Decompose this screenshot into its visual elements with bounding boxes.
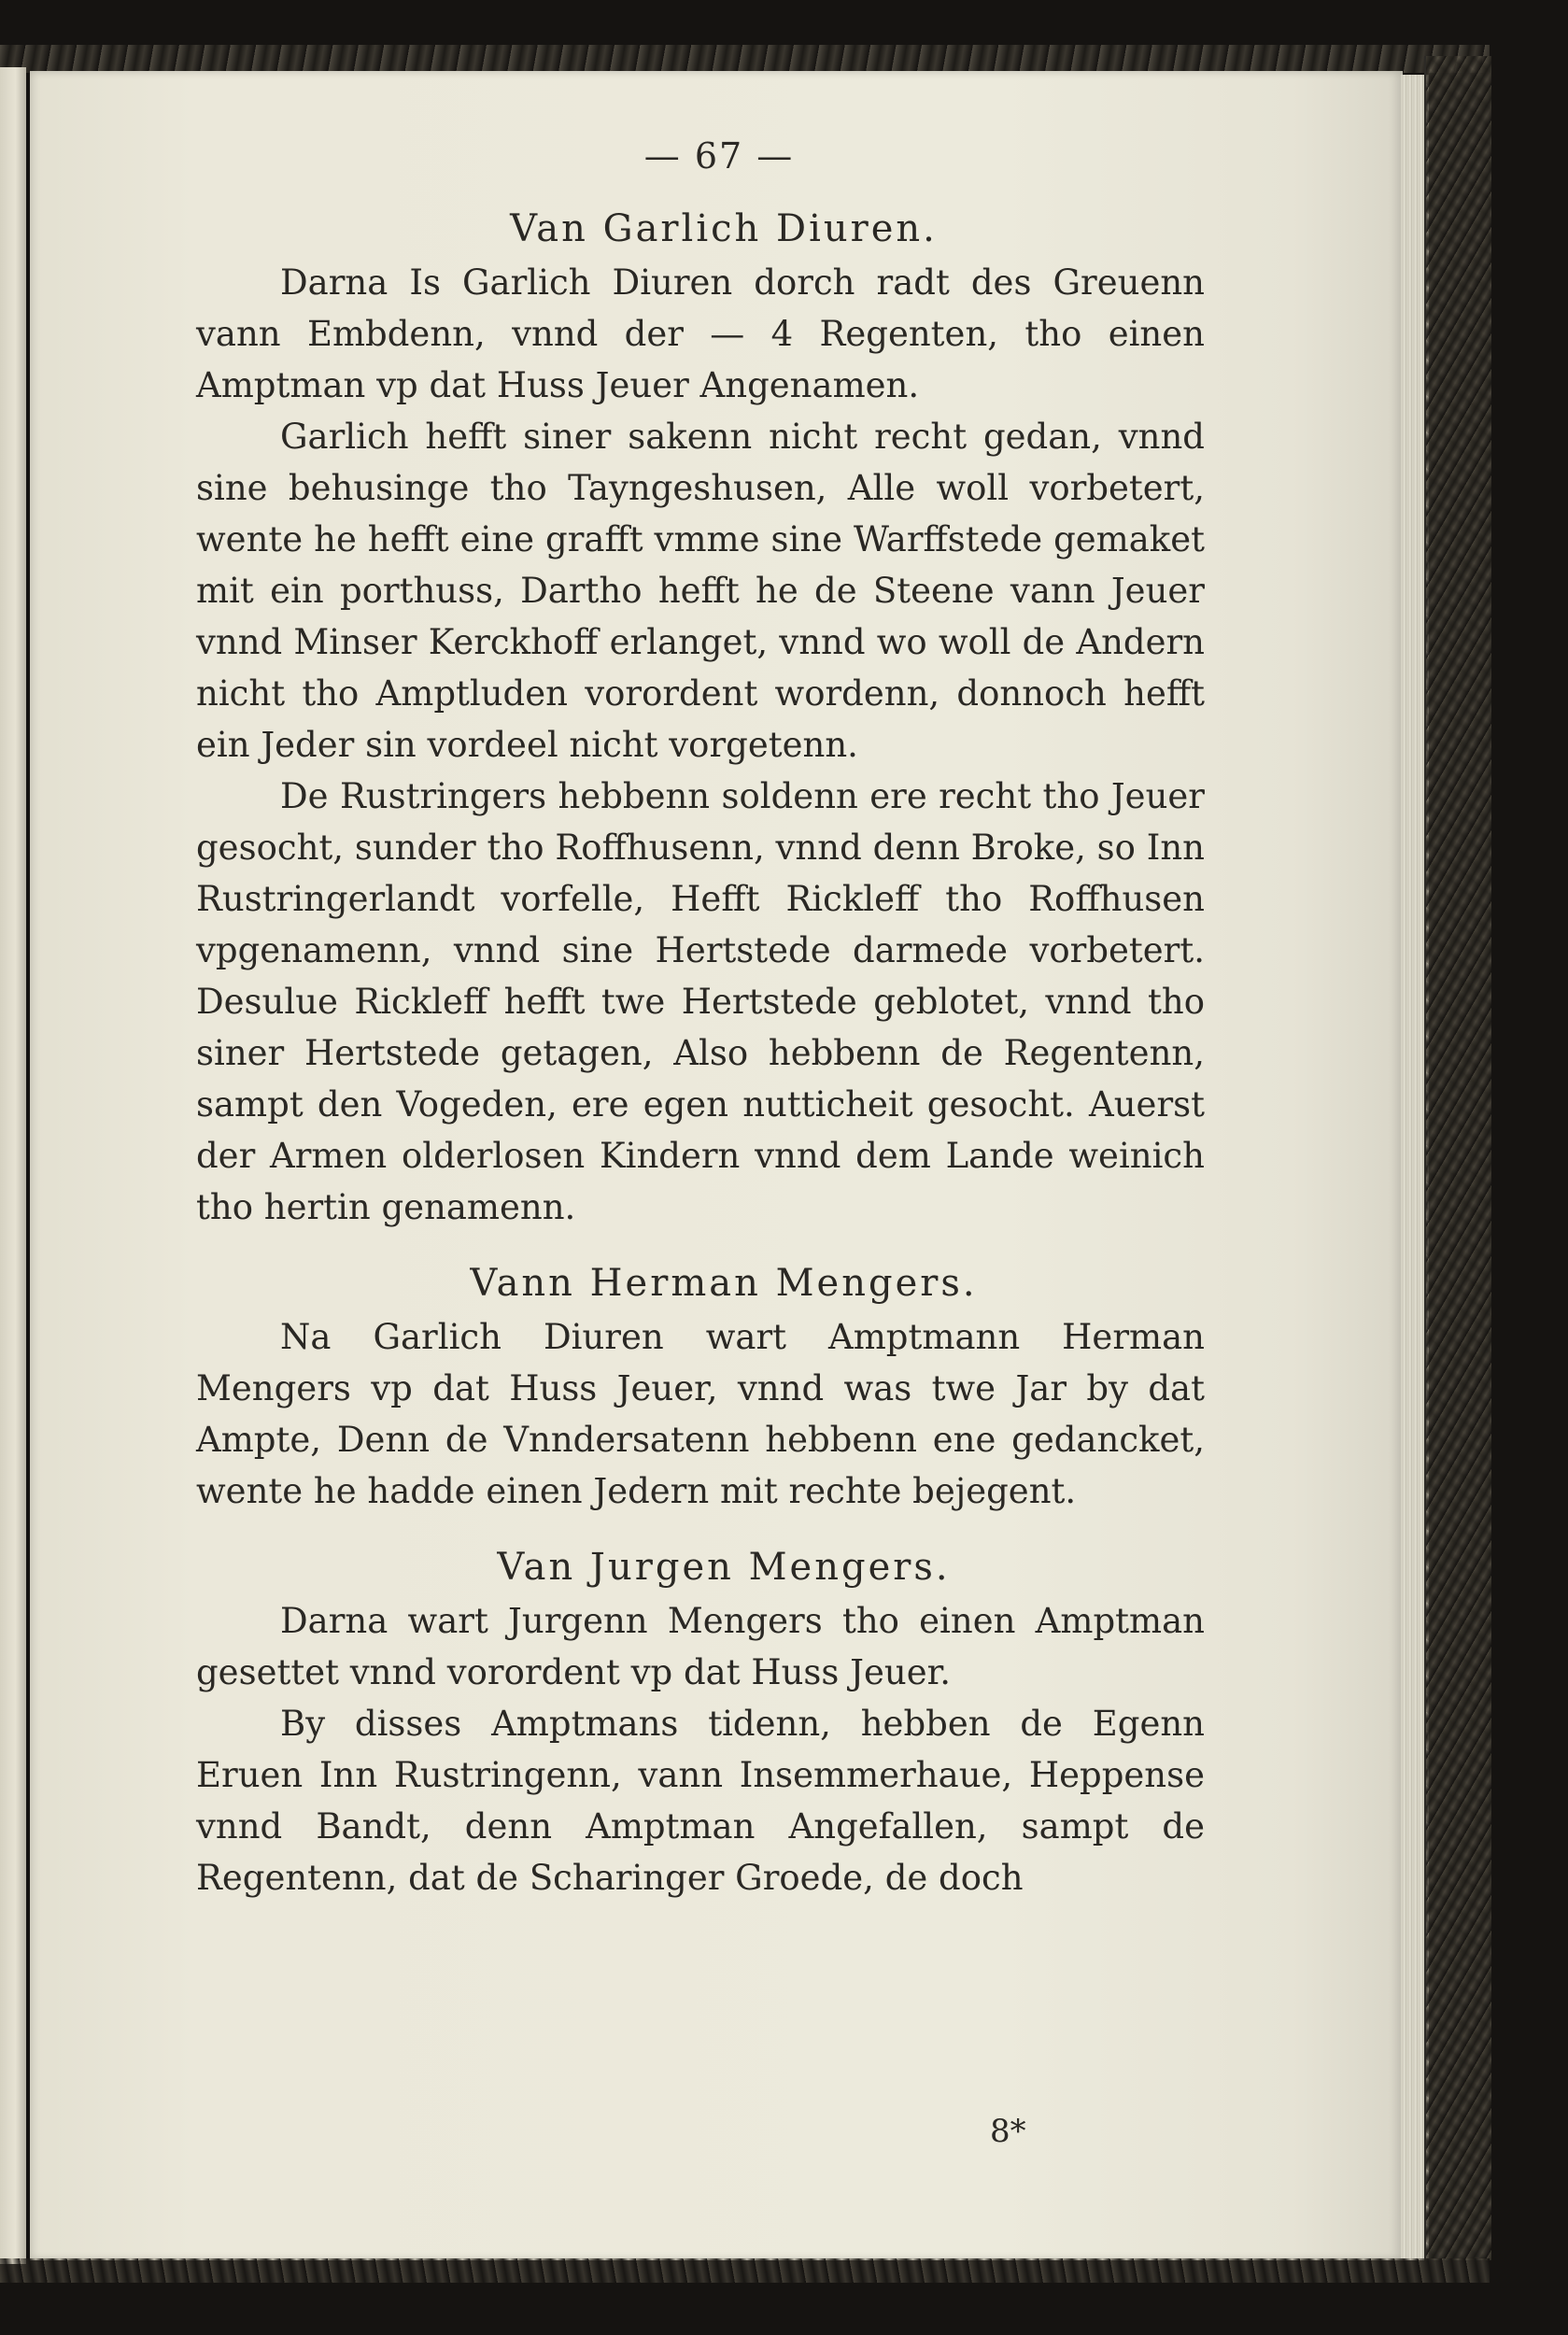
facing-page-edge xyxy=(0,67,26,2264)
section-garlich-diuren xyxy=(196,201,1205,1233)
marbled-cover-right xyxy=(1424,56,1491,2260)
section-heading: Vann Herman Mengers. xyxy=(470,1262,978,1305)
marbled-cover-bottom xyxy=(0,2258,1490,2283)
section-jurgen-mengers xyxy=(196,1539,1205,1903)
page-number: — 67 — xyxy=(643,135,795,177)
paragraph: Garlich hefft siner sakenn nicht recht gedan, vnnd sine behusinge tho Tayngeshusen, Alle woll vorbetert, wente he hefft eine grafft vmme sine Warffstede gemaket mit ein porthuss, Dartho hefft he de Steene vann Jeuer vnnd Minser Kerckhoff erlanget, vnnd wo woll de Andern nicht tho Amptluden vorordent wordenn, donnoch hefft ein Jeder sin vordeel nicht vorgetenn. xyxy=(196,417,1205,765)
section-heading: Van Jurgen Mengers. xyxy=(497,1546,951,1589)
page-text xyxy=(196,131,1205,1903)
signature-mark: 8* xyxy=(990,2113,1026,2150)
paragraph: De Rustringers hebbenn soldenn ere recht tho Jeuer gesocht, sunder tho Roffhusenn, vnnd denn Broke, so Inn Rustringerlandt vorfelle, Hefft Rickleff tho Roffhusen vpgenamenn, vnnd sine Hertstede darmede vorbetert. Desulue Rickleff hefft twe Hertstede geblotet, vnnd tho siner Hertstede getagen, Also hebbenn de Regentenn, sampt den Vogeden, ere egen nutticheit gesocht. Auerst der Armen olderlosen Kindern vnnd dem Lande weinich tho hertin genamenn. xyxy=(196,776,1205,1227)
paragraph: By disses Amptmans tidenn, hebben de Egenn Eruen Inn Rustringenn, vann Insemmerhaue, Heppense vnnd Bandt, denn Amptman Angefallen, sampt de Regentenn, dat de Scharinger Groede, de doch xyxy=(196,1704,1205,1898)
paragraph: Na Garlich Diuren wart Amptmann Herman Mengers vp dat Huss Jeuer, vnnd was twe Jar by dat Ampte, Denn de Vnndersatenn hebbenn ene gedancket, wente he hadde einen Jedern mit rechte bejegent. xyxy=(196,1317,1205,1511)
section-heading: Van Garlich Diuren. xyxy=(510,207,938,250)
marbled-cover-top xyxy=(0,45,1490,73)
paragraph: Darna wart Jurgenn Mengers tho einen Amptman gesettet vnnd vorordent vp dat Huss Jeuer. xyxy=(196,1601,1205,1692)
paragraph: Darna Is Garlich Diuren dorch radt des Greuenn vann Embdenn, vnnd der — 4 Regenten, tho einen Amptman vp dat Huss Jeuer Angenamen. xyxy=(196,262,1205,405)
section-herman-mengers xyxy=(196,1255,1205,1517)
